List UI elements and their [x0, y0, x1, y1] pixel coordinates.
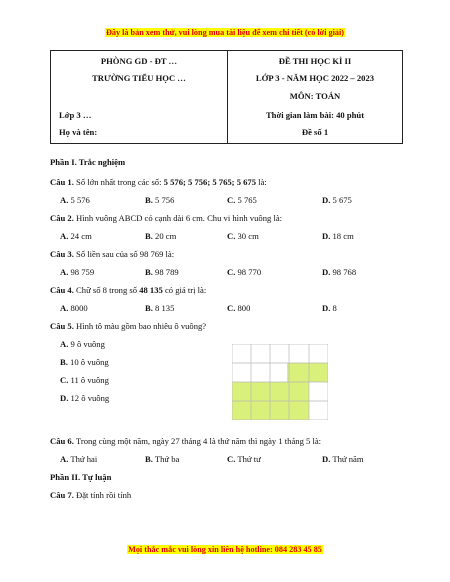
school-year: LỚP 3 - NĂM HỌC 2022 – 2023: [255, 73, 375, 83]
school-name: TRƯỜNG TIỂU HỌC …: [92, 73, 186, 83]
q6-option-a[interactable]: A. Thứ hai: [60, 454, 98, 464]
exam-code: Đề số 1: [301, 127, 329, 137]
q1-option-a[interactable]: A. 5 576: [60, 195, 90, 205]
q2-option-c[interactable]: C. 30 cm: [227, 231, 259, 241]
q6-option-b[interactable]: B. Thứ ba: [145, 454, 180, 464]
subject: MÔN: TOÁN: [289, 91, 341, 101]
part1-heading: Phần I. Trắc nghiệm: [50, 157, 126, 167]
class-label: Lớp 3 …: [59, 110, 92, 120]
q3-option-d[interactable]: D. 98 768: [322, 267, 357, 277]
q2-option-d[interactable]: D. 18 cm: [322, 231, 354, 241]
question-4: Câu 4. Chữ số 8 trong số 48 135 có giá trị là:: [50, 285, 207, 295]
q4-option-b[interactable]: B. 8 135: [145, 303, 175, 313]
question-6: Câu 6. Trong cùng một năm, ngày 27 tháng 4 là thứ năm thì ngày 1 tháng 5 là:: [50, 436, 322, 446]
q1-option-d[interactable]: D. 5 675: [322, 195, 352, 205]
shaded-cell: [287, 363, 309, 420]
q3-option-b[interactable]: B. 98 789: [145, 267, 179, 277]
q4-option-a[interactable]: A. 8000: [60, 303, 88, 313]
shaded-region: [232, 363, 328, 420]
q4-option-c[interactable]: C. 800: [227, 303, 251, 313]
school-info-cell: [51, 51, 228, 144]
department-name: PHÒNG GD - ĐT …: [100, 56, 178, 66]
question-1: Câu 1. Số lớn nhất trong các số: 5 576; 5 756; 5 765; 5 675 là:: [50, 177, 267, 187]
question-2: Câu 2. Hình vuông ABCD có cạnh dài 6 cm. Chu vi hình vuông là:: [50, 213, 283, 223]
preview-banner: Đây là bản xem thử, vui lòng mua tài liệu để xem chi tiết (có lời giải): [105, 28, 344, 37]
q5-option-b[interactable]: B. 10 ô vuông: [60, 357, 109, 367]
q5-option-d[interactable]: D. 12 ô vuông: [60, 393, 110, 403]
exam-info-cell: [228, 51, 403, 144]
q4-option-d[interactable]: D. 8: [322, 303, 337, 313]
question-7: Câu 7. Đặt tính rồi tính: [50, 490, 132, 500]
q2-option-b[interactable]: B. 20 cm: [145, 231, 177, 241]
q1-option-b[interactable]: B. 5 756: [145, 195, 175, 205]
question-3: Câu 3. Số liền sau của số 98 769 là:: [50, 249, 175, 259]
q5-option-a[interactable]: A. 9 ô vuông: [60, 339, 105, 349]
part2-heading: Phần II. Tự luận: [50, 472, 112, 482]
q1-option-c[interactable]: C. 5 765: [227, 195, 257, 205]
q6-option-c[interactable]: C. Thứ tư: [227, 454, 261, 464]
question-5: Câu 5. Hình tô màu gồm bao nhiêu ô vuông?: [50, 321, 207, 331]
square-grid-figure: [232, 344, 328, 420]
time-limit: Thời gian làm bài: 40 phút: [265, 110, 365, 120]
exam-header-table: [50, 50, 403, 144]
q3-option-c[interactable]: C. 98 770: [227, 267, 262, 277]
shaded-cell: [309, 363, 328, 382]
q6-option-d[interactable]: D. Thứ năm: [322, 454, 364, 464]
student-name-label: Họ và tên:: [59, 127, 98, 137]
q3-option-a[interactable]: A. 98 759: [60, 267, 95, 277]
q5-option-c[interactable]: C. 11 ô vuông: [60, 375, 109, 385]
hotline-banner: Mọi thắc mắc vui lòng xin liên hệ hotline: 084 283 45 85: [128, 545, 322, 554]
exam-title: ĐỀ THI HỌC KÌ II: [278, 56, 352, 66]
q2-option-a[interactable]: A. 24 cm: [60, 231, 92, 241]
